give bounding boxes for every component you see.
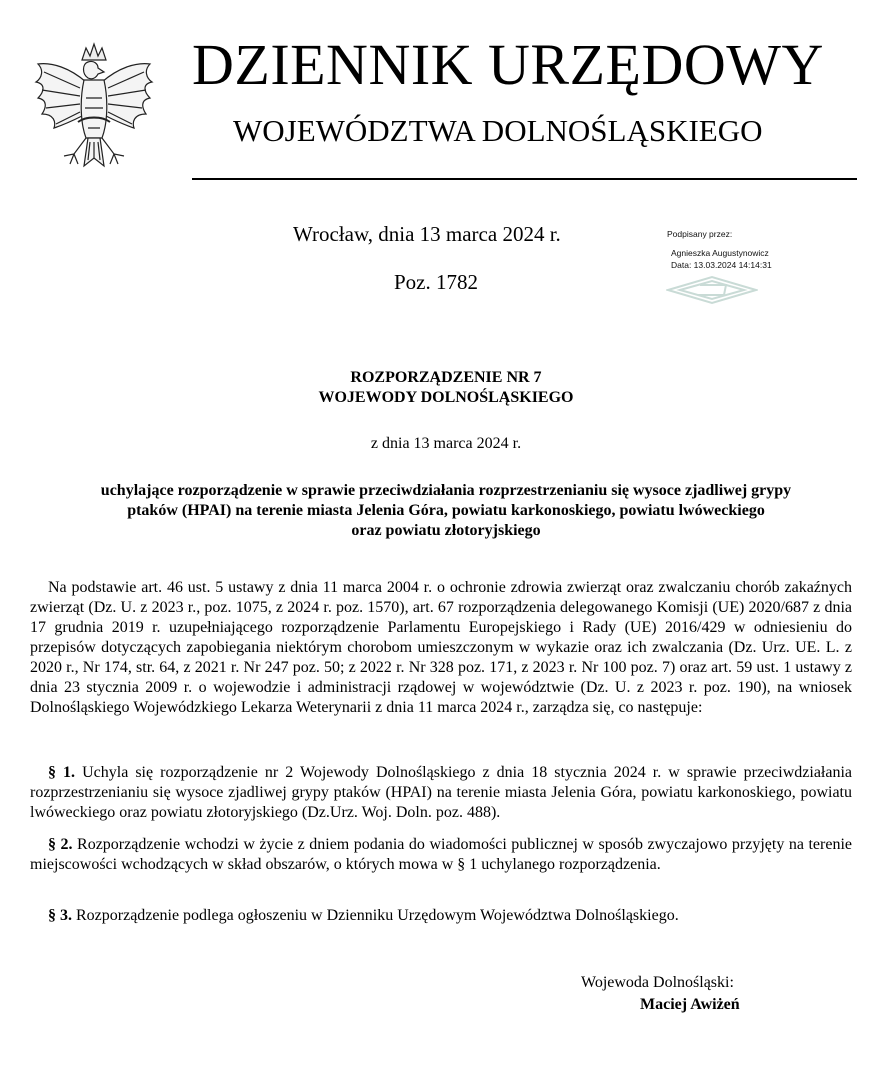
section-3-label: § 3.: [48, 907, 72, 924]
signer-name: Agnieszka Augustynowicz: [671, 248, 769, 258]
header-divider: [192, 178, 857, 180]
act-subject-line1: uchylające rozporządzenie w sprawie przeciwdziałania rozprzestrzenianiu się wysoce zjadliwej grypy: [100, 482, 792, 499]
signature-date: Data: 13.03.2024 14:14:31: [671, 260, 772, 270]
section-1-text: Uchyla się rozporządzenie nr 2 Wojewody Dolnośląskiego z dnia 18 stycznia 2024 r. w sprawie przeciwdziałania rozprzestrzenianiu się wysoce zjadliwej grypy ptaków (HPAI) na terenie miasta Jelenia Góra, powiatu karkonoskiego, powiatu lwóweckiego oraz powiatu złotoryjskiego (Dz.Urz. Woj. Doln. poz. 488).: [30, 764, 853, 821]
act-title-line2: WOJEWODY DOLNOŚLĄSKIEGO: [318, 389, 574, 406]
digital-signature-block: [667, 228, 817, 271]
section-2-label: § 2.: [48, 836, 73, 853]
act-date: z dnia 13 marca 2024 r.: [370, 435, 522, 452]
digital-signature-icon: [666, 275, 758, 305]
journal-subtitle: WOJEWÓDZTWA DOLNOŚLĄSKIEGO: [233, 113, 763, 148]
journal-title: DZIENNIK URZĘDOWY: [192, 32, 824, 97]
act-subject-line2: ptaków (HPAI) na terenie miasta Jelenia Góra, powiatu karkonoskiego, powiatu lwóweckiego: [127, 502, 765, 519]
section-2-text: Rozporządzenie wchodzi w życie z dniem podania do wiadomości publicznej w sposób zwyczajowo przyjęty na terenie miejscowości wchodzących w skład obszarów, o których mowa w § 1 uchylanego rozporządzenia.: [30, 836, 853, 873]
section-1-label: § 1.: [48, 764, 76, 781]
section-3-text: Rozporządzenie podlega ogłoszeniu w Dzienniku Urzędowym Województwa Dolnośląskiego.: [76, 907, 679, 924]
act-title: [20, 368, 872, 408]
position-number: Poz. 1782: [394, 270, 478, 294]
place-date: Wrocław, dnia 13 marca 2024 r.: [293, 222, 561, 246]
act-subject-line3: oraz powiatu złotoryjskiego: [351, 522, 541, 539]
section-3: [30, 906, 852, 926]
white-eagle-icon: [30, 38, 158, 186]
act-subject: [20, 481, 872, 541]
preamble: [30, 578, 852, 718]
section-2: [30, 835, 852, 875]
preamble-text: Na podstawie art. 46 ust. 5 ustawy z dnia 11 marca 2004 r. o ochronie zdrowia zwierząt oraz zwalczaniu chorób zakaźnych zwierząt (Dz. U. z 2023 r., poz. 1075, z 2024 r. poz. 1570), art. 67 rozporządzenia delegowanego Komisji (UE) 2020/687 z dnia 17 grudnia 2019 r. uzupełniającego rozporządzenie Parlamentu Europejskiego i Rady (UE) 2016/429 w odniesieniu do przepisów dotyczących zapobiegania niektórym chorobom umieszczonym w wykazie oraz ich zwalczania (Dz. Urz. UE. L. z 2020 r., Nr 174, str. 64, z 2021 r. Nr 247 poz. 50; z 2022 r. Nr 328 poz. 171, z 2023 r. Nr 100 poz. 7) oraz art. 59 ust. 1 ustawy z dnia 23 stycznia 2009 r. o wojewodzie i administracji rządowej w województwie (Dz. U. z 2023 r. poz. 190), na wniosek Dolnośląskiego Wojewódzkiego Lekarza Weterynarii z dnia 11 marca 2024 r., zarządza się, co następuje:: [30, 579, 852, 716]
signed-by-label: Podpisany przez:: [667, 229, 733, 239]
section-1: [30, 763, 852, 823]
signatory-name: Maciej Awiżeń: [640, 996, 740, 1013]
signatory-role: Wojewoda Dolnośląski:: [581, 974, 734, 991]
act-title-line1: ROZPORZĄDZENIE NR 7: [350, 369, 542, 386]
